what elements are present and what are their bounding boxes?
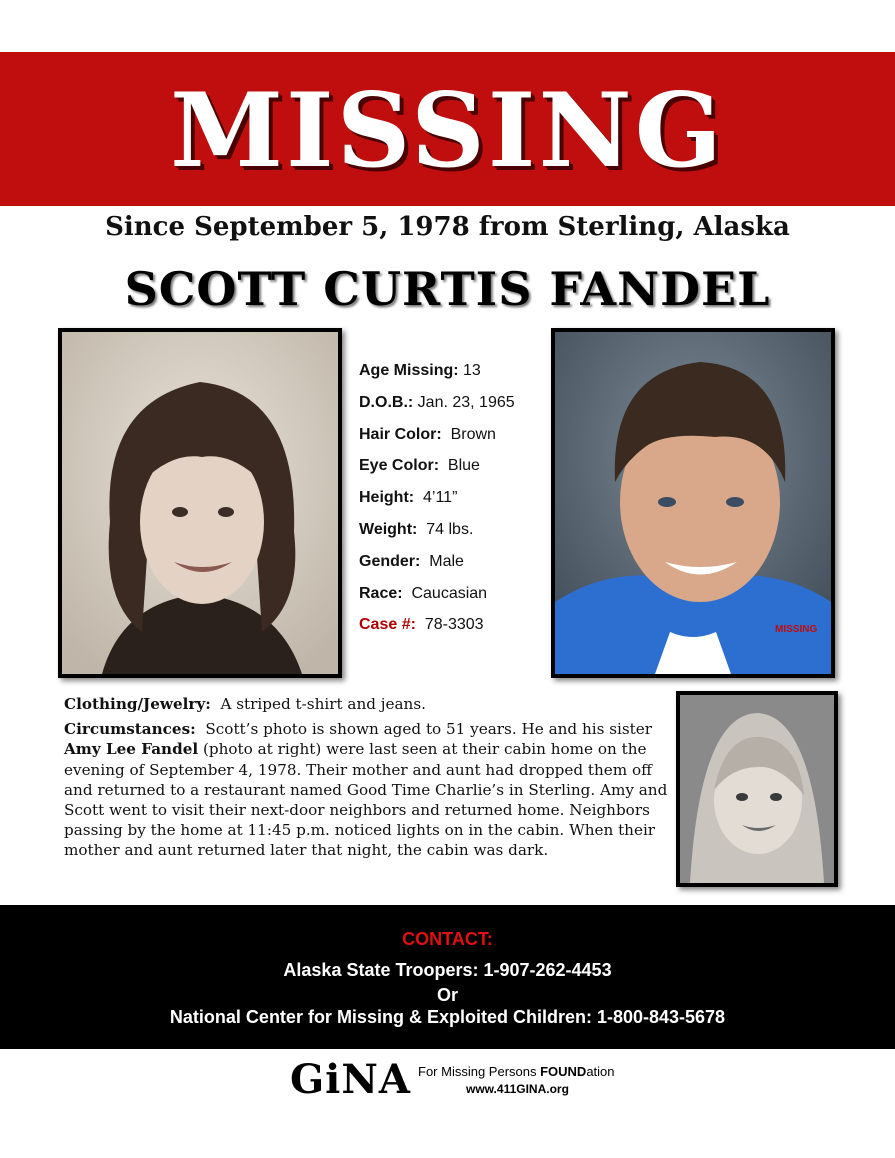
- fact-case-number: Case #: 78-3303: [359, 616, 484, 634]
- missing-title: MISSING: [170, 71, 725, 191]
- case-details: [64, 694, 674, 866]
- fact-dob: D.O.B.: Jan. 23, 1965: [359, 393, 515, 411]
- childhood-photo: [58, 328, 342, 678]
- fact-hair-color: Hair Color: Brown: [359, 425, 496, 443]
- fact-gender: Gender: Male: [359, 552, 464, 570]
- person-name: SCOTT CURTIS FANDEL: [124, 262, 771, 316]
- foundation-tagline: For Missing Persons FOUNDation: [418, 1064, 615, 1079]
- sister-name: Amy Lee Fandel: [64, 740, 199, 759]
- contact-or: Or: [436, 985, 458, 1005]
- circumstances-paragraph: Circumstances: Scott’s photo is shown aged to 51 years. He and his sister Amy Lee Fandel (photo at right) were last seen at their cabin home on the evening of September 4, 1978. Their mother and aunt had dropped them off and returned to a restaurant named Good Time Charlie’s in Sterling. Amy and Scott went to visit their next-door neighbors and returned home. Neighbors passing by the home at 11:45 p.m. noticed lights on in the cabin. When their mother and aunt returned later that night, the cabin was dark.: [64, 720, 668, 860]
- gina-logo: GiNA: [290, 1056, 411, 1103]
- age-progressed-photo: [551, 328, 835, 678]
- fact-eye-color: Eye Color: Blue: [359, 457, 480, 475]
- footer: [0, 1056, 895, 1106]
- contact-panel: [0, 905, 895, 1049]
- physical-description: [359, 360, 515, 646]
- contact-troopers: Alaska State Troopers: 1-907-262-4453: [283, 960, 612, 980]
- clothing-paragraph: Clothing/Jewelry: A striped t-shirt and jeans.: [64, 695, 426, 713]
- svg-text:MISSING: MISSING: [775, 624, 818, 635]
- fact-age-missing: Age Missing: 13: [359, 362, 481, 379]
- fact-race: Race: Caucasian: [359, 584, 488, 602]
- fact-weight: Weight: 74 lbs.: [359, 520, 474, 538]
- fact-height: Height: 4’11”: [359, 489, 458, 507]
- foundation-url: www.411GINA.org: [466, 1082, 569, 1096]
- contact-ncmec: National Center for Missing & Exploited Children: 1-800-843-5678: [169, 1007, 726, 1027]
- contact-heading: CONTACT:: [402, 929, 493, 949]
- missing-since-line: Since September 5, 1978 from Sterling, Alaska: [105, 212, 790, 242]
- sister-photo: [676, 691, 838, 887]
